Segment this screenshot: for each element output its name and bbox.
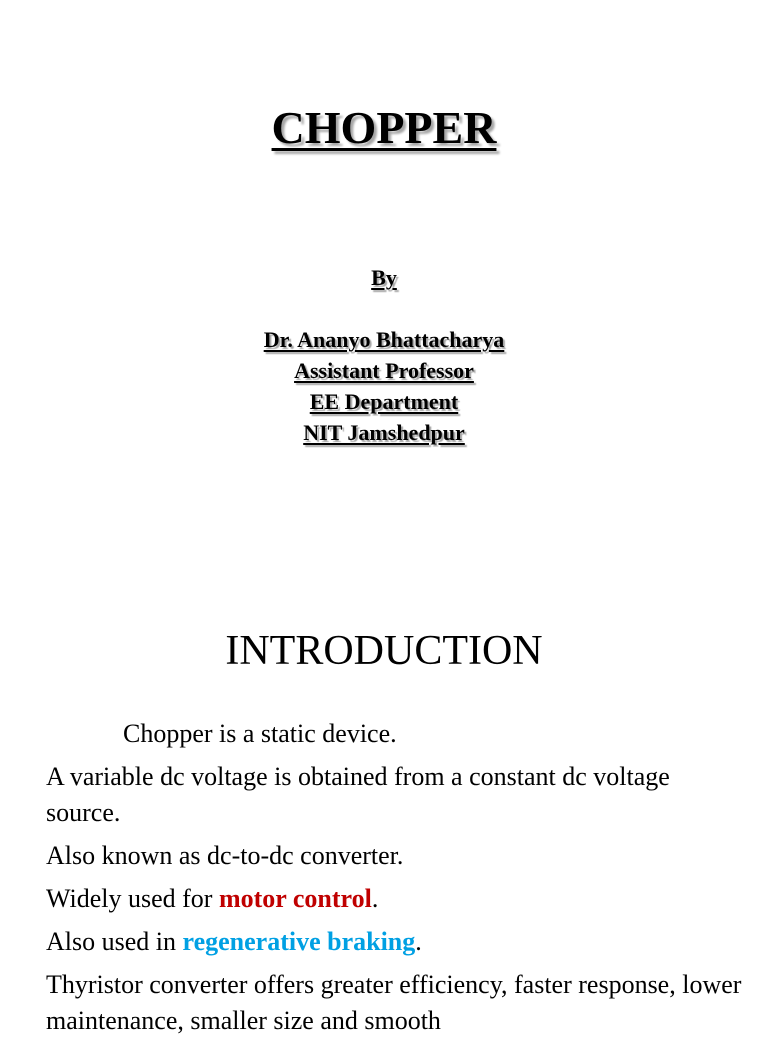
author-block (0, 262, 768, 448)
bullet-motor-control-text: Widely used for (46, 884, 219, 913)
author-institute: NIT Jamshedpur (303, 420, 465, 445)
introduction-slide (0, 590, 768, 1035)
bullet-regenerative-braking (46, 924, 746, 960)
author-name: Dr. Ananyo Bhattacharya (263, 327, 505, 352)
bullet-static-device: Chopper is a static device. (123, 719, 397, 748)
bullet-regenerative-text: Also used in (46, 927, 183, 956)
motor-control-highlight: motor control (218, 884, 372, 913)
bullet-list (46, 716, 746, 1046)
regenerative-braking-highlight: regenerative braking (182, 927, 416, 956)
bullet-regenerative-end: . (415, 927, 422, 956)
author-department: EE Department (309, 389, 459, 414)
bullet-motor-control-end: . (371, 884, 379, 913)
bullet-thyristor-converter: Thyristor converter offers greater efficiency, faster response, lower maintenance, smaller size and smooth (46, 970, 742, 1035)
slide-title: CHOPPER (271, 102, 497, 153)
author-position: Assistant Professor (294, 358, 474, 383)
bullet-motor-control (46, 881, 746, 917)
bullet-dc-to-dc: Also known as dc-to-dc converter. (46, 841, 404, 870)
by-label: By (371, 265, 397, 290)
bullet-variable-dc: A variable dc voltage is obtained from a constant dc voltage source. (46, 762, 670, 827)
introduction-heading: INTRODUCTION (225, 628, 543, 674)
